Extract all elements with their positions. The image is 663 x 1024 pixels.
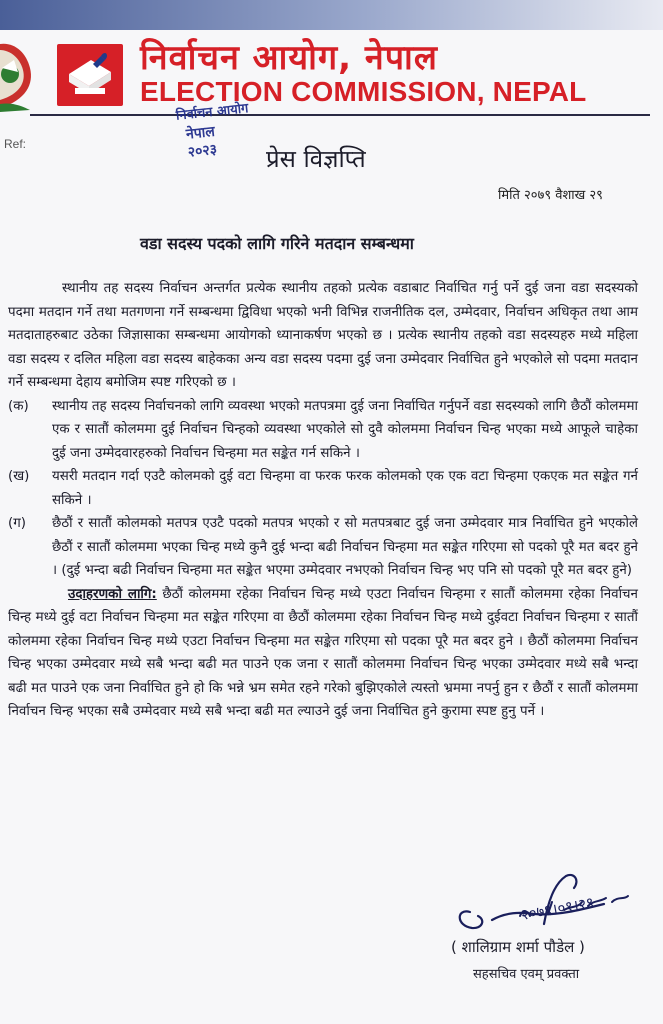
signer-name: ( शालिग्राम शर्मा पौडेल ) xyxy=(451,938,585,956)
ref-label: Ref: xyxy=(4,137,27,151)
list-item-mark: (ग) xyxy=(8,516,26,531)
list-item-text: स्थानीय तह सदस्य निर्वाचनको लागि व्यवस्था भएको मतपत्रमा दुई जना निर्वाचित गर्नुपर्ने वडा सदस्यको लागि छैठौं कोलममा एक र सातौं कोलममा दुई निर्वाचन चिन्हको व्यवस्था भएकोले सो दुवै कोलममा निर्वाचन चिन्ह भएका मध्ये आफूले चाहेका दुई जना उम्मेदवारहरुको निर्वाचन चिन्हमा मत सङ्केत गर्न सकिने । xyxy=(52,398,638,461)
list-item-mark: (ख) xyxy=(8,469,30,484)
intro-paragraph: स्थानीय तह सदस्य निर्वाचन अन्तर्गत प्रत्येक स्थानीय तहको प्रत्येक वडाबाट निर्वाचित गर्नु पर्ने दुई जना वडा सदस्यको पदमा मतदान गर्ने तथा मतगणना गर्ने सम्बन्धमा द्विविधा भएको भनी विभिन्न राजनीतिक दल, उम्मेदवार, निर्वाचन अधिकृत तथा आम मतदाताहरुबाट उठेका जिज्ञासाका सम्बन्धमा आयोगको ध्यानाकर्षण भएको छ । प्रत्येक स्थानीय तहको वडा सदस्यहरु मध्ये महिला वडा सदस्य र दलित महिला वडा सदस्य बाहेकका अन्य वडा सदस्य पदमा दुई जना उम्मेदवार निर्वाचित हुने भएकोले सो पदमा मतदान गर्ने सम्बन्धमा देहाय बमोजिम स्पष्ट गरिएको छ । xyxy=(8,281,638,390)
document-date: मिति २०७९ वैशाख २९ xyxy=(498,188,603,203)
letterhead-top-bar xyxy=(0,0,663,30)
stamp-line-3: २०२३ xyxy=(187,141,218,161)
letterhead-divider xyxy=(30,114,650,116)
list-item-text: यसरी मतदान गर्दा एउटै कोलमको दुई वटा चिन्हमा वा फरक फरक कोलमको एक एक वटा चिन्हमा एकएक मत सङ्केत गर्न सकिने । xyxy=(52,469,638,508)
stamp-line-2: नेपाल xyxy=(185,123,216,143)
stamp-line-1: निर्वाचन आयोग xyxy=(175,101,250,124)
document-body xyxy=(8,277,638,724)
list-item-mark: (क) xyxy=(8,398,29,414)
election-commission-logo xyxy=(57,44,123,106)
handwritten-date: २०७९।०१।२९ xyxy=(519,893,596,924)
document-type-heading: प्रेस विज्ञप्ति xyxy=(266,145,366,173)
list-item xyxy=(8,512,638,583)
example-paragraph xyxy=(8,583,638,724)
nepal-emblem-icon xyxy=(0,38,40,112)
handwritten-signature xyxy=(448,868,638,938)
subject-heading: वडा सदस्य पदको लागि गरिने मतदान सम्बन्धमा xyxy=(140,234,414,253)
list-item-text: छैठौं र सातौं कोलमको मतपत्र एउटै पदको मतपत्र भएको र सो मतपत्रबाट दुई जना उम्मेदवार मात्र निर्वाचित हुने भएकोले छैठौं र सातौं कोलममा भएका चिन्ह मध्ये कुनै दुई भन्दा बढी निर्वाचन चिन्हमा मत सङ्केत गरिएमा सो पदको पूरै मत बदर हुने । (दुई भन्दा बढी निर्वाचन चिन्हमा मत सङ्केत भएमा उम्मेदवार नभएको निर्वाचन चिन्ह भए पनि सो पदको पूरै मत बदर हुने) xyxy=(52,516,638,578)
org-name-nepali: निर्वाचन आयोग, नेपाल xyxy=(140,38,438,78)
signer-title: सहसचिव एवम् प्रवक्ता xyxy=(473,967,580,982)
list-item xyxy=(8,465,638,512)
example-label: उदाहरणको लागि: xyxy=(68,586,157,602)
example-text: छैठौं कोलममा रहेका निर्वाचन चिन्ह मध्ये एउटा निर्वाचन चिन्हमा र सातौं कोलममा रहेका निर्वाचन चिन्ह मध्ये दुई वटा निर्वाचन चिन्हमा मत सङ्केत गरिएमा वा छैठौं कोलममा रहेका निर्वाचन चिन्ह मध्ये दुईवटा निर्वाचन चिन्हमा र सातौं कोलममा रहेका निर्वाचन चिन्ह मध्ये एउटा निर्वाचन चिन्हमा मत सङ्केत गरिएमा सो पदका पूरै मत बदर हुने । छैठौं कोलममा निर्वाचन चिन्ह भएका उम्मेदवार मध्ये सबै भन्दा बढी मत पाउने एक जना र सातौं कोलममा निर्वाचन चिन्ह भएका उम्मेदवार मध्ये सबै भन्दा बढी मत पाउने एक जना निर्वाचित हुने हो कि भन्ने भ्रम समेत रहने गरेको बुझिएकोले त्यस्तो भ्रममा नपर्नु हुन र छैठौं र सातौं कोलममा निर्वाचन चिन्ह भएका सबै उम्मेदवार मध्ये सबै भन्दा बढी मत ल्याउने दुई जना निर्वाचित हुने कुरामा स्पष्ट हुनु पर्ने । xyxy=(8,586,638,719)
org-name-english: ELECTION COMMISSION, NEPAL xyxy=(140,76,587,107)
office-stamp xyxy=(171,96,255,170)
list-item xyxy=(8,395,638,466)
